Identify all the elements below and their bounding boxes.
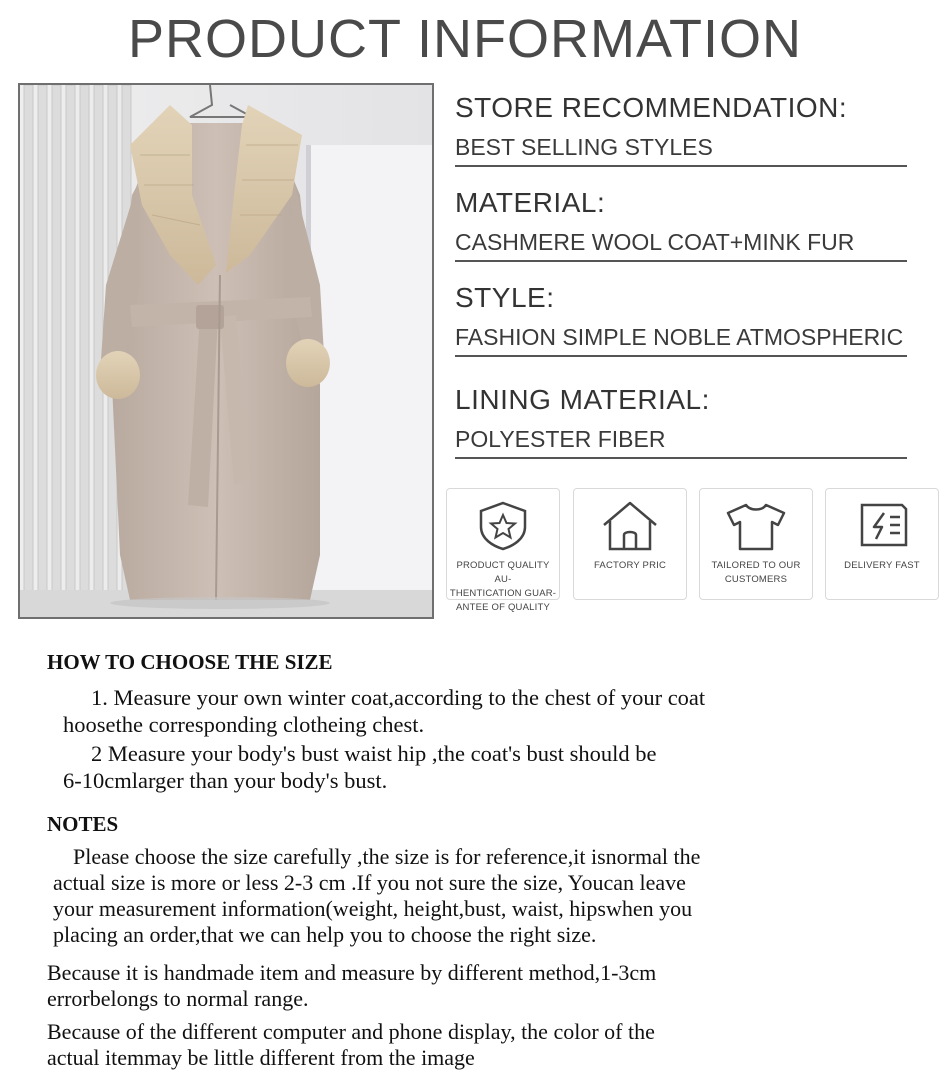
feature-card-delivery [825, 488, 939, 600]
notes-paragraph-2-line: errorbelongs to normal range. [47, 986, 309, 1011]
spec-lining-material [455, 384, 915, 459]
spec-store-recommendation [455, 92, 915, 167]
tshirt-icon [700, 499, 812, 551]
feature-card-tailored [699, 488, 813, 600]
notes-paragraph-3-line: actual itemmay be little different from the image [47, 1045, 475, 1070]
spec-material [455, 187, 915, 262]
spec-label: LINING MATERIAL: [455, 384, 710, 415]
feature-caption-line: THENTICATION GUAR- [449, 588, 557, 599]
spec-label: STYLE: [455, 282, 555, 313]
notes-paragraph-1-line: Please choose the size carefully ,the size is for reference,it isnormal the [73, 844, 701, 869]
notes-heading: NOTES [47, 812, 119, 836]
spec-value: FASHION SIMPLE NOBLE ATMOSPHERIC [455, 324, 907, 357]
notes-paragraph-1-line: actual size is more or less 2-3 cm .If you not sure the size, Youcan leave [53, 870, 686, 895]
feature-card-factory-price [573, 488, 687, 600]
notes-paragraph-2-line: Because it is handmade item and measure by different method,1-3cm [47, 960, 657, 985]
feature-caption-line: DELIVERY FAST [844, 560, 920, 571]
notes-paragraph-3-line: Because of the different computer and phone display, the color of the [47, 1019, 655, 1044]
notes-paragraph-1-line: placing an order,that we can help you to choose the right size. [53, 922, 597, 947]
house-icon [574, 499, 686, 551]
size-guide-heading: HOW TO CHOOSE THE SIZE [47, 650, 333, 674]
feature-caption-line: TAILORED TO OUR [711, 560, 801, 571]
page-title: PRODUCT INFORMATION [128, 9, 802, 69]
feature-caption-line: CUSTOMERS [724, 574, 788, 585]
spec-style [455, 282, 915, 357]
product-photo [18, 83, 434, 619]
spec-label: MATERIAL: [455, 187, 606, 218]
feature-caption-line: FACTORY PRIC [593, 560, 667, 571]
notes-paragraph-1-line: your measurement information(weight, height,bust, waist, hipswhen you [53, 896, 693, 921]
spec-value: CASHMERE WOOL COAT+MINK FUR [455, 229, 907, 262]
feature-card-quality [446, 488, 560, 613]
coat-illustration [20, 85, 432, 617]
feature-caption-line: ANTEE OF QUALITY [456, 602, 550, 613]
size-guide-step-1: 1. Measure your own winter coat,according to the chest of your coat [91, 685, 706, 710]
spec-value: POLYESTER FIBER [455, 426, 907, 459]
spec-label: STORE RECOMMENDATION: [455, 92, 848, 123]
delivery-fast-icon [826, 499, 938, 551]
feature-caption-line: PRODUCT QUALITY AU- [456, 560, 550, 585]
shield-star-icon [447, 499, 559, 551]
size-guide-step-2-cont: 6-10cmlarger than your body's bust. [63, 768, 388, 793]
size-guide-step-2: 2 Measure your body's bust waist hip ,the coat's bust should be [91, 741, 657, 766]
spec-value: BEST SELLING STYLES [455, 134, 907, 167]
size-guide-step-1-cont: hoosethe corresponding clotheing chest. [63, 712, 425, 737]
